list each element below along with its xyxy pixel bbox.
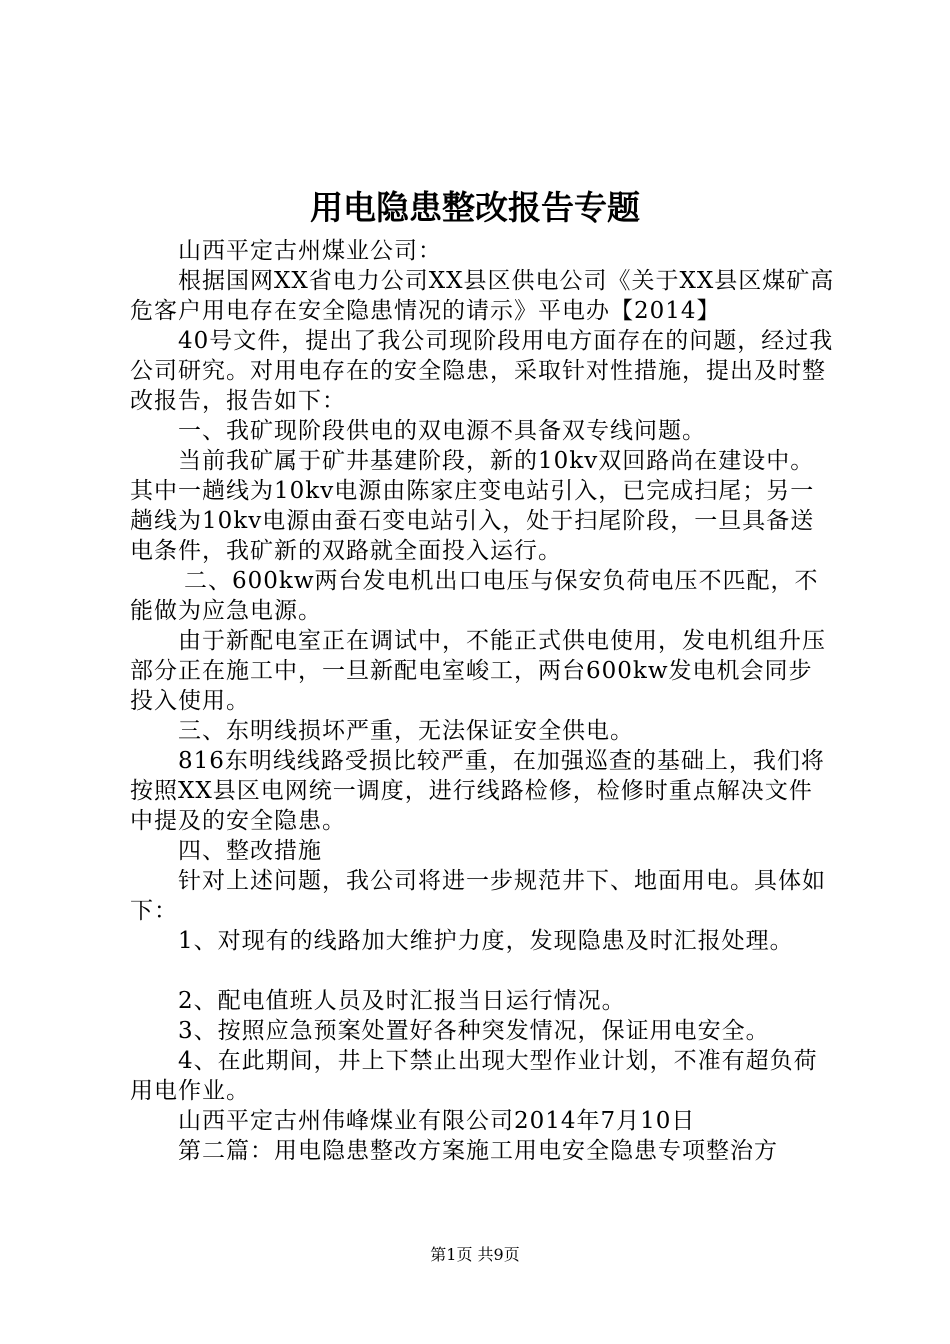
list-item: 2、配电值班人员及时汇报当日运行情况。 — [178, 988, 626, 1014]
document-title: 用电隐患整改报告专题 — [310, 188, 640, 227]
paragraph-intro: 根据国网XX省电力公司XX县区供电公司《关于XX县区煤矿高危客户用电存在安全隐患情况的请示》平电办【2014】 — [130, 268, 835, 324]
section-heading-1: 一、我矿现阶段供电的双电源不具备双专线问题。 — [178, 418, 706, 444]
section-heading-3: 三、东明线损坏严重，无法保证安全供电。 — [178, 718, 634, 744]
list-item: 4、在此期间，井上下禁止出现大型作业计划，不准有超负荷用电作业。 — [130, 1048, 818, 1104]
signature-line: 山西平定古州伟峰煤业有限公司2014年7月10日 — [178, 1108, 696, 1134]
list-item: 3、按照应急预案处置好各种突发情况，保证用电安全。 — [178, 1018, 770, 1044]
salutation: 山西平定古州煤业公司： — [178, 238, 442, 264]
paragraph-section-1: 当前我矿属于矿井基建阶段，新的10kv双回路尚在建设中。其中一趟线为10kv电源由陈家庄变电站引入，已完成扫尾；另一趟线为10kv电源由蚕石变电站引入，处于扫尾阶段，一旦具备送电条件，我矿新的双路就全面投入运行。 — [130, 448, 815, 564]
paragraph-intro-continued: 40号文件，提出了我公司现阶段用电方面存在的问题，经过我公司研究。对用电存在的安全隐患，采取针对性措施，提出及时整改报告，报告如下： — [130, 328, 834, 414]
paragraph-section-2: 由于新配电室正在调试中，不能正式供电使用，发电机组升压部分正在施工中，一旦新配电室峻工，两台600kw发电机会同步投入使用。 — [130, 628, 826, 714]
section-heading-4: 四、整改措施 — [178, 838, 322, 864]
section-heading-2: 二、600kw两台发电机出口电压与保安负荷电压不匹配，不能做为应急电源。 — [130, 568, 819, 624]
page-number: 第1页 共9页 — [430, 1245, 520, 1264]
paragraph-section-3: 816东明线线路受损比较严重，在加强巡查的基础上，我们将按照XX县区电网统一调度，进行线路检修，检修时重点解决文件中提及的安全隐患。 — [130, 748, 825, 834]
document-body — [130, 236, 835, 1166]
next-chapter-heading: 第二篇：用电隐患整改方案施工用电安全隐患专项整治方 — [178, 1138, 778, 1164]
list-item: 1、对现有的线路加大维护力度，发现隐患及时汇报处理。 — [178, 928, 794, 954]
paragraph-section-4: 针对上述问题，我公司将进一步规范井下、地面用电。具体如下： — [130, 868, 826, 924]
